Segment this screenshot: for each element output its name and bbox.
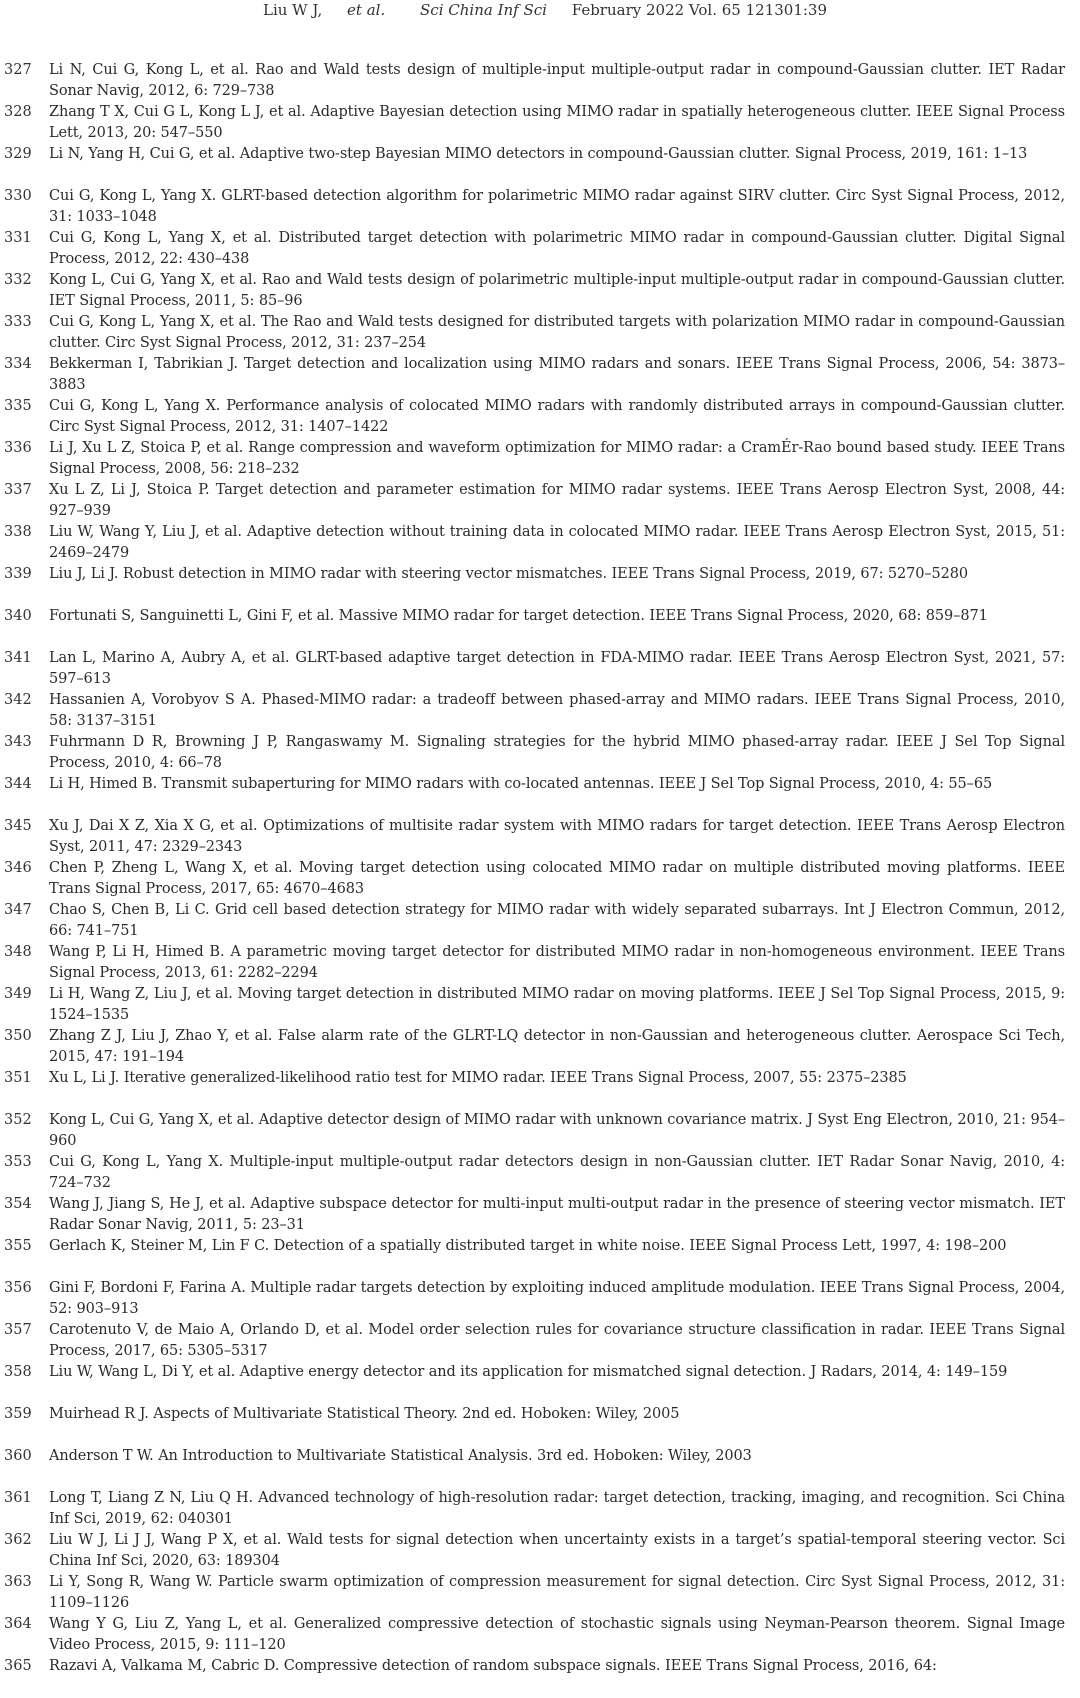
reference-number: 364 — [4, 1616, 32, 1632]
reference-number: 357 — [4, 1322, 32, 1338]
reference-number: 346 — [4, 860, 32, 876]
reference-text: Li H, Wang Z, Liu J, et al. Moving target detection in distributed MIMO radar on moving platforms. IEEE J Sel Top Signal Process, 2015, 9: 1524–1535 — [49, 986, 1065, 1023]
reference-number: 352 — [4, 1112, 32, 1128]
reference-text: Fortunati S, Sanguinetti L, Gini F, et al. Massive MIMO radar for target detection. IEEE Trans Signal Process, 2020, 68: 859–871 — [49, 608, 988, 624]
reference-number: 355 — [4, 1238, 32, 1254]
reference-entry — [0, 354, 1080, 396]
reference-entry — [0, 312, 1080, 354]
reference-number: 329 — [4, 146, 32, 162]
reference-entry — [0, 1614, 1080, 1656]
reference-number: 333 — [4, 314, 32, 330]
reference-number: 339 — [4, 566, 32, 582]
reference-text: Zhang Z J, Liu J, Zhao Y, et al. False alarm rate of the GLRT-LQ detector in non-Gaussian and heterogeneous clutter. Aerospace Sci Tech, 2015, 47: 191–194 — [49, 1028, 1065, 1065]
reference-number: 365 — [4, 1658, 32, 1674]
reference-entry — [0, 438, 1080, 480]
reference-entry — [0, 1488, 1080, 1530]
reference-text: Fuhrmann D R, Browning J P, Rangaswamy M. Signaling strategies for the hybrid MIMO phased-array radar. IEEE J Sel Top Signal Process, 2010, 4: 66–78 — [49, 734, 1065, 771]
reference-number: 347 — [4, 902, 32, 918]
reference-number: 331 — [4, 230, 32, 246]
reference-number: 361 — [4, 1490, 32, 1506]
reference-text: Kong L, Cui G, Yang X, et al. Adaptive detector design of MIMO radar with unknown covariance matrix. J Syst Eng Electron, 2010, 21: 954–960 — [49, 1112, 1065, 1149]
reference-text: Li Y, Song R, Wang W. Particle swarm optimization of compression measurement for signal detection. Circ Syst Signal Process, 2012, 31: 1109–1126 — [49, 1574, 1065, 1611]
reference-number: 360 — [4, 1448, 32, 1464]
reference-entry — [0, 228, 1080, 270]
reference-entry — [0, 102, 1080, 144]
reference-text: Li N, Cui G, Kong L, et al. Rao and Wald tests design of multiple-input multiple-output radar in compound-Gaussian clutter. IET Radar Sonar Navig, 2012, 6: 729–738 — [49, 62, 1065, 99]
reference-entry — [0, 60, 1080, 102]
reference-text: Wang P, Li H, Himed B. A parametric moving target detector for distributed MIMO radar in non-homogeneous environment. IEEE Trans Signal Process, 2013, 61: 2282–2294 — [49, 944, 1065, 981]
reference-text: Li N, Yang H, Cui G, et al. Adaptive two-step Bayesian MIMO detectors in compound-Gaussian clutter. Signal Process, 2019, 161: 1–13 — [49, 146, 1028, 162]
reference-entry — [0, 1530, 1080, 1572]
reference-entry — [0, 1278, 1080, 1320]
reference-number: 359 — [4, 1406, 32, 1422]
reference-entry — [0, 480, 1080, 522]
reference-text: Long T, Liang Z N, Liu Q H. Advanced technology of high-resolution radar: target detection, tracking, imaging, and recognition. Sci China Inf Sci, 2019, 62: 040301 — [49, 1490, 1065, 1527]
reference-entry — [0, 564, 1080, 606]
reference-text: Cui G, Kong L, Yang X. GLRT-based detection algorithm for polarimetric MIMO radar against SIRV clutter. Circ Syst Signal Process, 2012, 31: 1033–1048 — [49, 188, 1065, 225]
reference-text: Li J, Xu L Z, Stoica P, et al. Range compression and waveform optimization for MIMO radar: a CramÉr-Rao bound based study. IEEE Trans Signal Process, 2008, 56: 218–232 — [49, 440, 1065, 477]
reference-text: Li H, Himed B. Transmit subaperturing for MIMO radars with co-located antennas. IEEE J Sel Top Signal Process, 2010, 4: 55–65 — [49, 776, 993, 792]
reference-text: Carotenuto V, de Maio A, Orlando D, et al. Model order selection rules for covariance structure classification in radar. IEEE Trans Signal Process, 2017, 65: 5305–5317 — [49, 1322, 1065, 1359]
reference-text: Chen P, Zheng L, Wang X, et al. Moving target detection using colocated MIMO radar on multiple distributed moving platforms. IEEE Trans Signal Process, 2017, 65: 4670–4683 — [49, 860, 1065, 897]
reference-text: Liu W, Wang Y, Liu J, et al. Adaptive detection without training data in colocated MIMO radar. IEEE Trans Aerosp Electron Syst, 2015, 51: 2469–2479 — [49, 524, 1065, 561]
reference-number: 335 — [4, 398, 32, 414]
reference-entry — [0, 186, 1080, 228]
reference-text: Wang Y G, Liu Z, Yang L, et al. Generalized compressive detection of stochastic signals using Neyman-Pearson theorem. Signal Image Video Process, 2015, 9: 111–120 — [49, 1616, 1065, 1653]
reference-text: Bekkerman I, Tabrikian J. Target detection and localization using MIMO radars and sonars. IEEE Trans Signal Process, 2006, 54: 3873–3883 — [49, 356, 1065, 393]
reference-entry — [0, 900, 1080, 942]
reference-number: 362 — [4, 1532, 32, 1548]
reference-entry — [0, 1194, 1080, 1236]
reference-number: 337 — [4, 482, 32, 498]
reference-text: Cui G, Kong L, Yang X. Multiple-input multiple-output radar detectors design in non-Gaussian clutter. IET Radar Sonar Navig, 2010, 4: 724–732 — [49, 1154, 1065, 1191]
reference-text: Liu J, Li J. Robust detection in MIMO radar with steering vector mismatches. IEEE Trans Signal Process, 2019, 67: 5270–5280 — [49, 566, 969, 582]
reference-text: Zhang T X, Cui G L, Kong L J, et al. Adaptive Bayesian detection using MIMO radar in spatially heterogeneous clutter. IEEE Signal Process Lett, 2013, 20: 547–550 — [49, 104, 1065, 141]
header-authors: Liu W J, et al. — [262, 1, 386, 19]
reference-entry — [0, 1572, 1080, 1614]
reference-entry — [0, 1656, 1080, 1698]
reference-number: 328 — [4, 104, 32, 120]
reference-number: 342 — [4, 692, 32, 708]
reference-text: Kong L, Cui G, Yang X, et al. Rao and Wald tests design of polarimetric multiple-input multiple-output radar in compound-Gaussian clutter. IET Signal Process, 2011, 5: 85–96 — [49, 272, 1065, 309]
reference-entry — [0, 984, 1080, 1026]
reference-text: Lan L, Marino A, Aubry A, et al. GLRT-based adaptive target detection in FDA-MIMO radar. IEEE Trans Aerosp Electron Syst, 2021, 57: 597–613 — [49, 650, 1065, 687]
reference-entry — [0, 1362, 1080, 1404]
reference-number: 327 — [4, 62, 32, 78]
reference-text: Anderson T W. An Introduction to Multivariate Statistical Analysis. 3rd ed. Hoboken: Wiley, 2003 — [49, 1448, 752, 1464]
reference-text: Muirhead R J. Aspects of Multivariate Statistical Theory. 2nd ed. Hoboken: Wiley, 2005 — [49, 1406, 680, 1422]
reference-entry — [0, 690, 1080, 732]
reference-text: Hassanien A, Vorobyov S A. Phased-MIMO radar: a tradeoff between phased-array and MIMO radars. IEEE Trans Signal Process, 2010, 58: 3137–3151 — [49, 692, 1065, 729]
reference-number: 353 — [4, 1154, 32, 1170]
reference-entry — [0, 1152, 1080, 1194]
reference-number: 330 — [4, 188, 32, 204]
reference-number: 343 — [4, 734, 32, 750]
reference-text: Liu W J, Li J J, Wang P X, et al. Wald tests for signal detection when uncertainty exists in a target’s spatial-temporal steering vector. Sci China Inf Sci, 2020, 63: 189304 — [49, 1532, 1065, 1569]
reference-text: Cui G, Kong L, Yang X. Performance analysis of colocated MIMO radars with randomly distributed arrays in compound-Gaussian clutter. Circ Syst Signal Process, 2012, 31: 1407–1422 — [49, 398, 1065, 435]
reference-text: Gini F, Bordoni F, Farina A. Multiple radar targets detection by exploiting induced amplitude modulation. IEEE Trans Signal Process, 2004, 52: 903–913 — [49, 1280, 1065, 1317]
reference-entry — [0, 1404, 1080, 1446]
reference-number: 332 — [4, 272, 32, 288]
reference-text: Chao S, Chen B, Li C. Grid cell based detection strategy for MIMO radar with widely separated subarrays. Int J Electron Commun, 2012, 66: 741–751 — [49, 902, 1065, 939]
reference-entry — [0, 1320, 1080, 1362]
reference-entry — [0, 144, 1080, 186]
reference-text: Gerlach K, Steiner M, Lin F C. Detection of a spatially distributed target in white noise. IEEE Signal Process Lett, 1997, 4: 198–200 — [49, 1238, 1007, 1254]
reference-entry — [0, 1068, 1080, 1110]
reference-entry — [0, 858, 1080, 900]
reference-entry — [0, 1236, 1080, 1278]
reference-text: Razavi A, Valkama M, Cabric D. Compressive detection of random subspace signals. IEEE Trans Signal Process, 2016, 64: — [49, 1658, 937, 1674]
reference-entry — [0, 732, 1080, 774]
reference-text: Xu J, Dai X Z, Xia X G, et al. Optimizations of multisite radar system with MIMO radars for target detection. IEEE Trans Aerosp Electron Syst, 2011, 47: 2329–2343 — [49, 818, 1065, 855]
reference-entry — [0, 942, 1080, 984]
reference-number: 358 — [4, 1364, 32, 1380]
reference-number: 348 — [4, 944, 32, 960]
reference-number: 350 — [4, 1028, 32, 1044]
reference-entry — [0, 774, 1080, 816]
reference-entry — [0, 270, 1080, 312]
reference-number: 351 — [4, 1070, 32, 1086]
reference-text: Cui G, Kong L, Yang X, et al. Distributed target detection with polarimetric MIMO radar in compound-Gaussian clutter. Digital Signal Process, 2012, 22: 430–438 — [49, 230, 1065, 267]
reference-text: Xu L, Li J. Iterative generalized-likelihood ratio test for MIMO radar. IEEE Trans Signal Process, 2007, 55: 2375–2385 — [49, 1070, 907, 1086]
header-etal: et al. — [347, 1, 386, 19]
reference-number: 344 — [4, 776, 32, 792]
reference-text: Liu W, Wang L, Di Y, et al. Adaptive energy detector and its application for mismatched signal detection. J Radars, 2014, 4: 149–159 — [49, 1364, 1008, 1380]
reference-entry — [0, 1446, 1080, 1488]
reference-number: 340 — [4, 608, 32, 624]
reference-list — [0, 60, 1080, 1698]
reference-number: 341 — [4, 650, 32, 666]
header-journal: Sci China Inf Sci — [420, 1, 547, 19]
reference-number: 336 — [4, 440, 32, 456]
reference-entry — [0, 1026, 1080, 1068]
reference-entry — [0, 606, 1080, 648]
reference-entry — [0, 396, 1080, 438]
reference-entry — [0, 1110, 1080, 1152]
reference-text: Xu L Z, Li J, Stoica P. Target detection and parameter estimation for MIMO radar systems. IEEE Trans Aerosp Electron Syst, 2008, 44: 927–939 — [49, 482, 1065, 519]
reference-number: 356 — [4, 1280, 32, 1296]
reference-entry — [0, 648, 1080, 690]
reference-number: 363 — [4, 1574, 32, 1590]
header-issue: February 2022 Vol. 65 121301:39 — [571, 1, 828, 19]
reference-entry — [0, 522, 1080, 564]
reference-text: Wang J, Jiang S, He J, et al. Adaptive subspace detector for multi-input multi-output radar in the presence of steering vector mismatch. IET Radar Sonar Navig, 2011, 5: 23–31 — [49, 1196, 1065, 1233]
reference-number: 349 — [4, 986, 32, 1002]
reference-text: Cui G, Kong L, Yang X, et al. The Rao and Wald tests designed for distributed targets with polarization MIMO radar in compound-Gaussian clutter. Circ Syst Signal Process, 2012, 31: 237–254 — [49, 314, 1065, 351]
reference-entry — [0, 816, 1080, 858]
reference-number: 334 — [4, 356, 32, 372]
running-header — [0, 0, 1080, 22]
reference-number: 354 — [4, 1196, 32, 1212]
reference-number: 345 — [4, 818, 32, 834]
reference-number: 338 — [4, 524, 32, 540]
